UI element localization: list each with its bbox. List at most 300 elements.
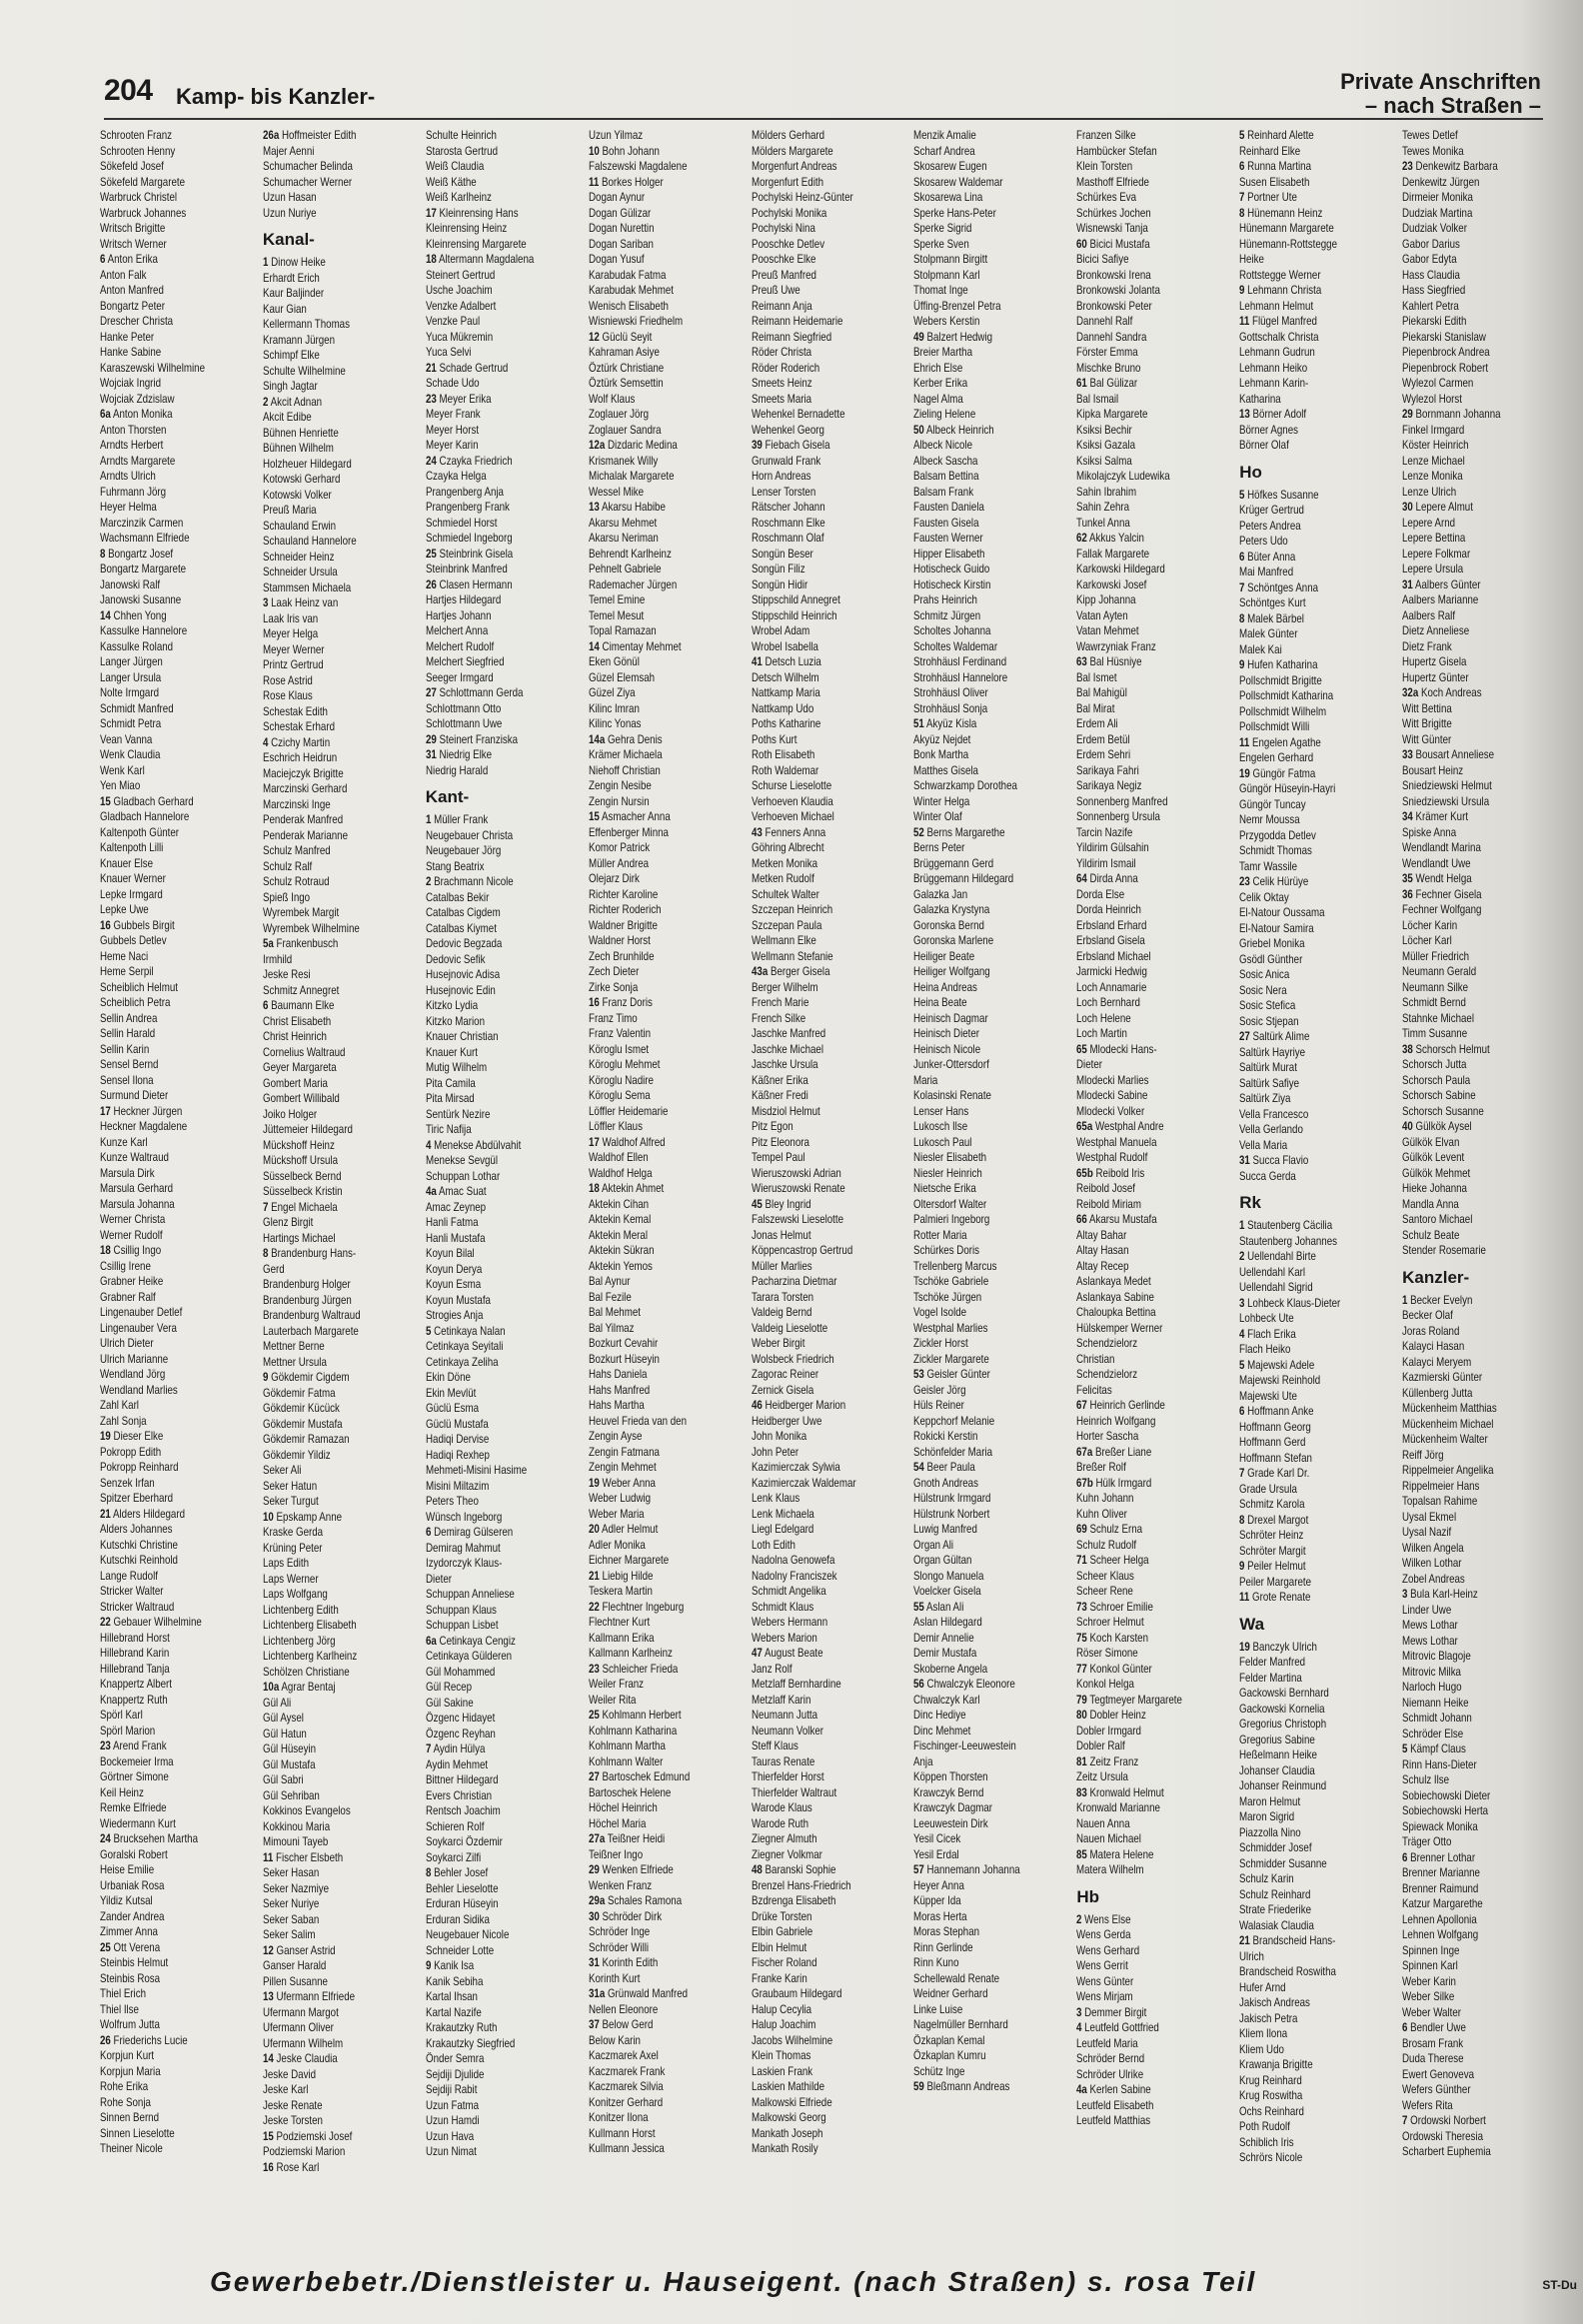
resident-entry: Uzun Nuriye bbox=[262, 206, 317, 220]
directory-column-9 bbox=[1402, 128, 1559, 2251]
resident-entry: Hass Claudia bbox=[1402, 268, 1461, 282]
resident-entry: Linke Luise bbox=[913, 2002, 963, 2016]
resident-entry: Geyer Margareta bbox=[262, 1061, 337, 1074]
resident-entry: Heina Beate bbox=[913, 996, 968, 1009]
resident-entry: Narloch Hugo bbox=[1402, 1681, 1462, 1694]
house-number: 23 bbox=[100, 1740, 111, 1752]
resident-entry: Bal Ismail bbox=[1076, 392, 1119, 406]
resident-entry: Knappertz Ruth bbox=[100, 1693, 168, 1707]
house-number: 43 bbox=[751, 825, 763, 839]
resident-entry: Penderak Manfred bbox=[262, 813, 344, 826]
resident-entry: Karaszewski Wilhelmine bbox=[100, 361, 205, 375]
resident-entry: Schestak Erhard bbox=[262, 720, 335, 733]
resident-entry: Mettner Ursula bbox=[262, 1355, 327, 1369]
house-number: 75 bbox=[1076, 1631, 1088, 1645]
resident-entry: Gökdemir Ramazan bbox=[262, 1433, 350, 1446]
resident-entry: Brandenburg Jürgen bbox=[262, 1293, 352, 1307]
house-number: 85 bbox=[1076, 1847, 1088, 1861]
resident-entry: 1 Stautenberg Cäcilia bbox=[1239, 1219, 1333, 1232]
resident-entry: Brandenburg Holger bbox=[262, 1278, 351, 1291]
resident-entry: Schröter Heinz bbox=[1239, 1529, 1304, 1542]
resident-entry: Mankath Rosily bbox=[751, 2142, 818, 2155]
resident-entry: Weiß Karlheinz bbox=[425, 191, 492, 204]
resident-entry: Brenner Raimund bbox=[1402, 1881, 1479, 1895]
resident-entry: Goronska Bernd bbox=[913, 918, 985, 932]
resident-entry: Bal Ismet bbox=[1076, 670, 1117, 684]
house-number: 4 bbox=[262, 735, 269, 749]
house-number: 29 bbox=[425, 732, 437, 746]
house-number: 11 bbox=[262, 1850, 274, 1864]
resident-entry: Hufer Arnd bbox=[1239, 1980, 1286, 1994]
house-number: 22 bbox=[588, 1600, 600, 1614]
resident-entry: Rohe Sonja bbox=[100, 2095, 151, 2109]
resident-entry: Misini Miltazim bbox=[425, 1479, 490, 1493]
resident-entry: Rinn Hans-Dieter bbox=[1402, 1757, 1477, 1771]
resident-entry: Rinn Gerlinde bbox=[913, 1940, 973, 1954]
street-heading: Rk bbox=[1239, 1193, 1261, 1212]
house-number: 17 bbox=[588, 1135, 600, 1149]
resident-entry: Kartal Nazife bbox=[425, 2005, 482, 2019]
resident-entry: Marczinski Gerhard bbox=[262, 782, 348, 795]
resident-entry: Waldner Brigitte bbox=[588, 918, 658, 932]
resident-entry: Zeitz Ursula bbox=[1076, 1770, 1129, 1783]
resident-entry: 69 Schulz Erna bbox=[1076, 1523, 1143, 1536]
resident-entry: Wolsbeck Friedrich bbox=[751, 1352, 834, 1366]
resident-entry: Vogel Isolde bbox=[913, 1306, 967, 1319]
resident-entry: Steff Klaus bbox=[751, 1740, 798, 1752]
resident-entry: Thomat Inge bbox=[913, 284, 969, 297]
resident-entry: Kassulke Hannelore bbox=[100, 624, 188, 637]
resident-entry: 19 Güngör Fatma bbox=[1239, 766, 1316, 780]
resident-entry: Soykarci Özdemir bbox=[425, 1835, 503, 1848]
resident-entry: Weiß Claudia bbox=[425, 160, 485, 173]
resident-entry: Neugebauer Christa bbox=[425, 828, 513, 842]
resident-entry: Cetinkaya Zeliha bbox=[425, 1355, 499, 1369]
house-number: 16 bbox=[588, 996, 600, 1009]
resident-entry: Sökefeld Margarete bbox=[100, 175, 185, 189]
resident-entry: Schmitz Annegret bbox=[262, 983, 340, 997]
house-number: 27a bbox=[588, 1832, 605, 1845]
resident-entry: Schmidt Angelika bbox=[751, 1585, 826, 1598]
resident-entry: Lichtenberg Jörg bbox=[262, 1634, 336, 1648]
resident-entry: 56 Chwalczyk Eleonore bbox=[913, 1678, 1016, 1691]
resident-entry: Reiff Jörg bbox=[1402, 1448, 1444, 1462]
house-number: 11 bbox=[1239, 315, 1250, 328]
resident-entry: Köroglu Nadire bbox=[588, 1073, 654, 1087]
resident-entry: Schestak Edith bbox=[262, 704, 328, 718]
resident-entry: Aslan Hildegard bbox=[913, 1616, 983, 1629]
resident-entry: Schulte Heinrich bbox=[425, 129, 497, 142]
house-number: 69 bbox=[1076, 1523, 1088, 1536]
resident-entry: Dietz Frank bbox=[1402, 639, 1452, 653]
resident-entry: Majewski Reinhold bbox=[1239, 1374, 1321, 1387]
resident-entry: 64 Dirda Anna bbox=[1076, 872, 1139, 885]
resident-entry: Dobler Ralf bbox=[1076, 1740, 1126, 1752]
house-number: 14 bbox=[100, 608, 111, 622]
resident-entry: Vella Francesco bbox=[1239, 1107, 1309, 1121]
resident-entry: Spieß Ingo bbox=[262, 890, 310, 904]
resident-entry: Wendlandt Marina bbox=[1402, 841, 1481, 854]
resident-entry: Laskien Mathilde bbox=[751, 2080, 824, 2093]
house-number: 22 bbox=[100, 1616, 111, 1629]
resident-entry: Kazimierczak Waldemar bbox=[751, 1476, 856, 1490]
resident-entry: Uzun Hava bbox=[425, 2129, 474, 2143]
street-heading: Kanal- bbox=[262, 230, 315, 249]
resident-entry: Yildiz Kutsal bbox=[100, 1894, 153, 1907]
resident-entry: Akarsu Neriman bbox=[588, 532, 659, 545]
resident-entry: Olejarz Dirk bbox=[588, 872, 640, 885]
resident-entry: Moras Stephan bbox=[913, 1925, 980, 1938]
resident-entry: Lenze Michael bbox=[1402, 454, 1465, 468]
resident-entry: Heidberger Uwe bbox=[751, 1414, 821, 1428]
resident-entry: Berns Peter bbox=[913, 841, 965, 854]
resident-entry: Keil Heinz bbox=[100, 1785, 144, 1799]
resident-entry: Lauterbach Margarete bbox=[262, 1324, 359, 1338]
resident-entry: 6a Anton Monika bbox=[100, 408, 173, 421]
resident-entry: Röder Christa bbox=[751, 346, 811, 359]
resident-entry: Lehnen Wolfgang bbox=[1402, 1928, 1479, 1941]
resident-entry: Anton Manfred bbox=[100, 284, 164, 297]
resident-entry: 10 Bohn Johann bbox=[588, 144, 660, 158]
resident-entry: 40 Gülkök Aysel bbox=[1402, 1120, 1472, 1133]
house-number: 21 bbox=[1239, 1934, 1251, 1947]
resident-entry: Erdem Ali bbox=[1076, 717, 1119, 730]
resident-entry: Hartjes Hildegard bbox=[425, 593, 502, 606]
resident-entry: Albeck Nicole bbox=[913, 439, 973, 452]
resident-entry: Altay Recep bbox=[1076, 1259, 1129, 1273]
resident-entry: Jüttemeier Hildegard bbox=[262, 1123, 353, 1136]
resident-entry: Winter Helga bbox=[913, 794, 970, 808]
resident-entry: Sinnen Lieselotte bbox=[100, 2126, 175, 2140]
resident-entry: Demir Mustafa bbox=[913, 1647, 977, 1660]
resident-entry: Uzun Nimat bbox=[425, 2145, 477, 2158]
resident-entry: Urbaniak Rosa bbox=[100, 1878, 165, 1892]
resident-entry: Weiß Käthe bbox=[425, 175, 477, 189]
resident-entry: Pita Mirsad bbox=[425, 1092, 475, 1105]
resident-entry: Glenz Birgit bbox=[262, 1216, 314, 1229]
resident-entry: Bartoschek Helene bbox=[588, 1785, 671, 1799]
resident-entry: Franke Karin bbox=[751, 1971, 807, 1985]
resident-entry: Steinbis Rosa bbox=[100, 1971, 161, 1985]
resident-entry: Süsselbeck Kristin bbox=[262, 1185, 343, 1198]
resident-entry: 48 Baranski Sophie bbox=[751, 1863, 836, 1876]
resident-entry: Niesler Elisabeth bbox=[913, 1151, 987, 1164]
house-number: 6 bbox=[1239, 160, 1245, 173]
house-number: 9 bbox=[1239, 658, 1245, 671]
directory-column-1 bbox=[100, 128, 257, 2251]
resident-entry: Johanser Reinmund bbox=[1239, 1779, 1327, 1792]
resident-entry: Teskera Martin bbox=[588, 1585, 653, 1598]
resident-entry: Zickler Horst bbox=[913, 1337, 969, 1350]
resident-entry: 7 Engel Michaela bbox=[262, 1200, 338, 1214]
resident-entry: Bal Fezile bbox=[588, 1290, 632, 1304]
resident-entry: Yesil Cicek bbox=[913, 1832, 961, 1845]
resident-entry: Schröder Else bbox=[1402, 1727, 1464, 1741]
resident-entry: Sejdiji Djulide bbox=[425, 2067, 485, 2081]
resident-entry: 22 Flechtner Ingeburg bbox=[588, 1600, 684, 1614]
resident-entry: Majer Aenni bbox=[262, 144, 315, 158]
resident-entry: Schürkes Eva bbox=[1076, 191, 1137, 204]
resident-entry: 4 Czichy Martin bbox=[262, 735, 330, 749]
resident-entry: 13 Akarsu Habibe bbox=[588, 501, 666, 514]
resident-entry: Löcher Karin bbox=[1402, 918, 1458, 932]
resident-entry: 5 Cetinkaya Nalan bbox=[425, 1324, 506, 1338]
resident-entry: Bal Mirat bbox=[1076, 701, 1115, 715]
resident-entry: Lenk Michaela bbox=[751, 1507, 814, 1521]
resident-entry: Mai Manfred bbox=[1239, 566, 1294, 579]
resident-entry: Dinc Hediye bbox=[913, 1709, 966, 1722]
resident-entry: Dorda Heinrich bbox=[1076, 903, 1142, 916]
resident-entry: Erduran Sidika bbox=[425, 1912, 490, 1926]
resident-entry: Kotowski Volker bbox=[262, 488, 332, 502]
resident-entry: Vean Vanna bbox=[100, 732, 153, 746]
resident-entry: Soykarci Zilfi bbox=[425, 1850, 481, 1864]
resident-entry: Cetinkaya Seyitali bbox=[425, 1340, 504, 1353]
house-number: 13 bbox=[1239, 408, 1251, 421]
resident-entry: 67b Hülk Irmgard bbox=[1076, 1476, 1152, 1490]
resident-entry: Süsselbeck Bernd bbox=[262, 1169, 342, 1183]
resident-entry: 11 Engelen Agathe bbox=[1239, 735, 1322, 749]
resident-entry: Wens Gerda bbox=[1076, 1928, 1131, 1941]
resident-entry: Malkowski Elfriede bbox=[751, 2095, 832, 2109]
resident-entry: Kotowski Gerhard bbox=[262, 473, 341, 486]
house-number: 8 bbox=[425, 1866, 432, 1879]
resident-entry: Mölders Margarete bbox=[751, 144, 833, 158]
resident-entry: Stautenberg Johannes bbox=[1239, 1234, 1338, 1248]
resident-entry: Kalayci Meryem bbox=[1402, 1355, 1472, 1369]
resident-entry: Sökefeld Josef bbox=[100, 160, 164, 173]
resident-entry: Janz Rolf bbox=[751, 1662, 792, 1676]
resident-entry: Hünemann-Rottstegge bbox=[1239, 237, 1338, 251]
resident-entry: Kunze Waltraud bbox=[100, 1151, 169, 1164]
house-number: 6 bbox=[1402, 1850, 1408, 1864]
resident-entry: Schieren Rolf bbox=[425, 1819, 485, 1833]
resident-entry: Mutig Wilhelm bbox=[425, 1061, 487, 1074]
resident-entry: Hambücker Stefan bbox=[1076, 144, 1157, 158]
resident-entry: Röder Roderich bbox=[751, 361, 819, 375]
resident-entry: Zernick Gisela bbox=[751, 1383, 813, 1397]
house-number: 41 bbox=[751, 655, 763, 668]
resident-entry: Tewes Monika bbox=[1402, 144, 1464, 158]
section-title bbox=[1340, 70, 1541, 118]
resident-entry: Wehenkel Georg bbox=[751, 423, 824, 437]
resident-entry: Arndts Herbert bbox=[100, 439, 164, 452]
resident-entry: Kutschki Christine bbox=[100, 1538, 178, 1552]
resident-entry: 60 Bicici Mustafa bbox=[1076, 237, 1150, 251]
resident-entry: Köster Heinrich bbox=[1402, 439, 1469, 452]
resident-entry: Bühnen Wilhelm bbox=[262, 442, 334, 455]
resident-entry: Gsödl Günther bbox=[1239, 952, 1303, 966]
resident-entry: Keppchorf Melanie bbox=[913, 1414, 995, 1428]
resident-entry: Lenser Torsten bbox=[751, 485, 815, 499]
resident-entry: 30 Schröder Dirk bbox=[588, 1909, 662, 1923]
resident-entry: Pokropp Reinhard bbox=[100, 1461, 179, 1474]
resident-entry: Matera Wilhelm bbox=[1076, 1863, 1144, 1876]
resident-entry: Lepere Bettina bbox=[1402, 532, 1466, 545]
resident-entry: Höchel Maria bbox=[588, 1816, 647, 1830]
resident-entry: Wefers Günther bbox=[1402, 2083, 1471, 2096]
resident-entry: Skosarew Waldemar bbox=[913, 175, 1003, 189]
resident-entry: Moras Herta bbox=[913, 1909, 968, 1923]
resident-entry: Ufermann Oliver bbox=[262, 2021, 334, 2034]
resident-entry: Christ Heinrich bbox=[262, 1030, 327, 1043]
resident-entry: Felder Manfred bbox=[1239, 1656, 1306, 1669]
resident-entry: Mückenheim Walter bbox=[1402, 1433, 1488, 1446]
resident-entry: Zengin Fatmana bbox=[588, 1445, 660, 1459]
resident-entry: Lepke Uwe bbox=[100, 903, 149, 916]
resident-entry: Wendland Jörg bbox=[100, 1368, 166, 1381]
house-number: 7 bbox=[1239, 191, 1245, 204]
resident-entry: Fuhrmann Jörg bbox=[100, 485, 167, 499]
resident-entry: Göhring Albrecht bbox=[751, 841, 824, 854]
resident-entry: Schmidt Manfred bbox=[100, 701, 174, 715]
resident-entry: 8 Drexel Margot bbox=[1239, 1513, 1309, 1527]
resident-entry: 67 Heinrich Gerlinde bbox=[1076, 1399, 1166, 1412]
resident-entry: Seker Nuriye bbox=[262, 1897, 320, 1910]
resident-entry: 31 Aalbers Günter bbox=[1402, 578, 1481, 591]
resident-entry: Schwarzkamp Dorothea bbox=[913, 779, 1018, 792]
resident-entry: Wawrzyniak Franz bbox=[1076, 639, 1157, 653]
resident-entry: Saltürk Murat bbox=[1239, 1061, 1298, 1074]
resident-entry: Mankath Joseph bbox=[751, 2126, 823, 2140]
resident-entry: Schumacher Werner bbox=[262, 175, 353, 189]
resident-entry: 35 Wendt Helga bbox=[1402, 872, 1472, 885]
resident-entry: Röser Simone bbox=[1076, 1647, 1139, 1660]
resident-entry: 5a Frankenbusch bbox=[262, 937, 339, 950]
resident-entry: Wylezol Horst bbox=[1402, 392, 1463, 406]
resident-entry: Lehmann Gudrun bbox=[1239, 346, 1316, 359]
resident-entry: Aydin Mehmet bbox=[425, 1757, 488, 1771]
house-number: 7 bbox=[425, 1743, 432, 1755]
resident-entry: Janowski Susanne bbox=[100, 593, 182, 606]
resident-entry: Goralski Robert bbox=[100, 1847, 168, 1861]
house-number: 21 bbox=[425, 361, 437, 375]
resident-entry: Krug Roswitha bbox=[1239, 2089, 1303, 2102]
resident-entry: Kolasinski Renate bbox=[913, 1089, 992, 1102]
resident-entry: Kaczmarek Axel bbox=[588, 2049, 659, 2062]
resident-entry: 20 Adler Helmut bbox=[588, 1523, 658, 1536]
house-number: 13 bbox=[262, 1990, 274, 2003]
house-number: 5 bbox=[1402, 1743, 1408, 1755]
resident-entry: Bal Mehmet bbox=[588, 1306, 641, 1319]
resident-entry: Nagel Alma bbox=[913, 392, 964, 406]
resident-entry: Masthoff Elfriede bbox=[1076, 175, 1150, 189]
resident-entry: 2 Wens Else bbox=[1076, 1912, 1131, 1926]
resident-entry: 2 Uellendahl Birte bbox=[1239, 1250, 1317, 1263]
resident-entry: Heyer Anna bbox=[913, 1878, 965, 1892]
resident-entry: Gabor Edyta bbox=[1402, 253, 1457, 266]
resident-entry: Wieruszowski Renate bbox=[751, 1182, 845, 1195]
house-number: 40 bbox=[1402, 1120, 1413, 1133]
resident-entry: Waldhof Ellen bbox=[588, 1151, 649, 1164]
resident-entry: Mandla Anna bbox=[1402, 1197, 1459, 1211]
resident-entry: Spinnen Inge bbox=[1402, 1943, 1460, 1957]
resident-entry: Heuvel Frieda van den bbox=[588, 1414, 687, 1428]
resident-entry: Akarsu Mehmet bbox=[588, 516, 657, 530]
resident-entry: Sarikaya Negiz bbox=[1076, 779, 1142, 792]
house-number: 4 bbox=[425, 1138, 432, 1152]
resident-entry: Konitzer Gerhard bbox=[588, 2095, 663, 2109]
resident-entry: Seker Saban bbox=[262, 1912, 320, 1926]
resident-entry: Köroglu Sema bbox=[588, 1089, 651, 1102]
resident-entry: Schmiedel Ingeborg bbox=[425, 532, 513, 545]
resident-entry: Wieruszowski Adrian bbox=[751, 1166, 841, 1180]
resident-entry: Gül Sakine bbox=[425, 1696, 474, 1710]
resident-entry: Dogan Nurettin bbox=[588, 222, 655, 235]
resident-entry: Schellewald Renate bbox=[913, 1971, 1000, 1985]
resident-entry: Teißner Ingo bbox=[588, 1847, 643, 1861]
house-number: 25 bbox=[100, 1940, 111, 1954]
resident-entry: 6a Cetinkaya Cengiz bbox=[425, 1634, 516, 1648]
resident-entry: Schrooten Franz bbox=[100, 129, 173, 142]
resident-entry: Malek Günter bbox=[1239, 627, 1298, 640]
resident-entry: Reimann Anja bbox=[751, 299, 812, 313]
resident-entry: 1 Dinow Heike bbox=[262, 256, 326, 269]
resident-entry: 2 Brachmann Nicole bbox=[425, 875, 514, 888]
resident-entry: Schmidt Thomas bbox=[1239, 844, 1313, 857]
resident-entry: Marsula Dirk bbox=[100, 1166, 155, 1180]
resident-entry: Uysal Nazif bbox=[1402, 1526, 1452, 1539]
resident-entry: Karabudak Mehmet bbox=[588, 284, 674, 297]
resident-entry: Dorda Else bbox=[1076, 887, 1125, 901]
resident-entry: 6 Bendler Uwe bbox=[1402, 2021, 1467, 2034]
resident-entry: 43 Fenners Anna bbox=[751, 825, 825, 839]
resident-entry: Poths Katharine bbox=[751, 717, 820, 730]
resident-entry: Bronkowski Peter bbox=[1076, 299, 1153, 313]
resident-entry: 7 Portner Ute bbox=[1239, 191, 1298, 204]
resident-entry: Laak Iris van bbox=[262, 611, 319, 625]
house-number: 77 bbox=[1076, 1662, 1088, 1676]
resident-entry: Pillen Susanne bbox=[262, 1974, 328, 1988]
resident-entry: Nietsche Erika bbox=[913, 1182, 977, 1195]
house-number: 26 bbox=[100, 2033, 111, 2047]
resident-entry: Jaschke Michael bbox=[751, 1042, 823, 1056]
resident-entry: Schmidt Klaus bbox=[751, 1600, 813, 1614]
resident-entry: Bzdrenga Elisabeth bbox=[751, 1894, 836, 1907]
resident-entry: Witt Brigitte bbox=[1402, 717, 1452, 730]
house-number: 83 bbox=[1076, 1785, 1088, 1799]
resident-entry: Käßner Fredi bbox=[751, 1089, 808, 1102]
resident-entry: Grabner Ralf bbox=[100, 1290, 156, 1304]
resident-entry: Hahs Martha bbox=[588, 1399, 645, 1412]
resident-entry: Denkewitz Jürgen bbox=[1402, 175, 1480, 189]
house-number: 23 bbox=[425, 392, 437, 406]
resident-entry: Küpper Ida bbox=[913, 1894, 962, 1907]
house-number: 11 bbox=[1239, 735, 1250, 749]
resident-entry: Duda Therese bbox=[1402, 2052, 1464, 2065]
resident-entry: Schürkes Doris bbox=[913, 1244, 980, 1257]
resident-entry: Heyer Helma bbox=[100, 501, 157, 514]
resident-entry: Heinisch Dagmar bbox=[913, 1011, 989, 1025]
resident-entry: Rose Klaus bbox=[262, 689, 313, 702]
resident-entry: Sarikaya Fahri bbox=[1076, 763, 1140, 777]
street-heading: Ho bbox=[1239, 462, 1262, 482]
resident-entry: Joiko Holger bbox=[262, 1107, 318, 1121]
resident-entry: Schmidder Josef bbox=[1239, 1841, 1312, 1854]
resident-entry: Gül Mohammed bbox=[425, 1665, 496, 1679]
resident-entry: 38 Schorsch Helmut bbox=[1402, 1042, 1490, 1056]
resident-entry: Bal Aynur bbox=[588, 1275, 631, 1288]
resident-entry: Fechner Wolfgang bbox=[1402, 903, 1482, 916]
resident-entry: Kaltenpoth Günter bbox=[100, 825, 180, 839]
resident-entry: Müller Marlies bbox=[751, 1259, 812, 1273]
resident-entry: Holzheuer Hildegard bbox=[262, 457, 352, 471]
resident-entry: Brandscheid Roswitha bbox=[1239, 1965, 1337, 1978]
resident-entry: 31a Grünwald Manfred bbox=[588, 1987, 688, 2000]
house-number: 60 bbox=[1076, 237, 1088, 251]
house-number: 6 bbox=[100, 253, 106, 266]
resident-entry: Ekin Mevlüt bbox=[425, 1386, 477, 1400]
